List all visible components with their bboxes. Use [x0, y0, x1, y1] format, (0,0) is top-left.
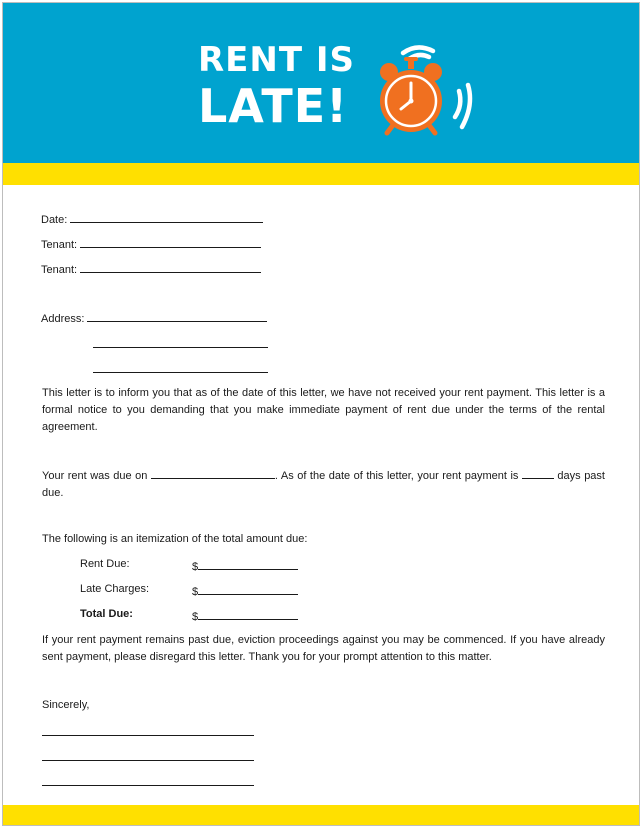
letter-page [2, 2, 640, 826]
tenant-blank-1[interactable] [80, 236, 261, 248]
title-line-1: RENT IS [198, 40, 356, 80]
address-blank-2[interactable] [93, 336, 268, 348]
itemization-intro: The following is an itemization of the total amount due: [42, 533, 308, 545]
signature-line-3[interactable] [42, 774, 254, 789]
due-text-2: . As of the date of this letter, your rent payment is [274, 470, 519, 482]
late-charges-blank[interactable] [198, 583, 298, 595]
closing-text: Sincerely, [42, 699, 90, 711]
date-label: Date: [41, 214, 68, 226]
rent-due-label: Rent Due: [80, 558, 130, 570]
tenant-field-1[interactable] [41, 236, 261, 251]
address-line-3[interactable] [93, 361, 268, 376]
total-due-blank[interactable] [198, 608, 298, 620]
days-blank[interactable] [522, 467, 554, 479]
tenant-field-2[interactable] [41, 261, 261, 276]
tenant-blank-2[interactable] [80, 261, 261, 273]
signature-blank-1[interactable] [42, 724, 254, 736]
tenant-label-1: Tenant: [41, 239, 78, 251]
date-blank[interactable] [70, 211, 263, 223]
intro-paragraph: This letter is to inform you that as of the date of this letter, we have not received your rent payment. This letter is a formal notice to you demanding that you make immediate payment of rent due under the terms of the rental agreement. [42, 387, 605, 433]
rent-due-blank[interactable] [198, 558, 298, 570]
late-charges-amount[interactable] [192, 583, 298, 598]
tenant-label-2: Tenant: [41, 264, 78, 276]
page-title [198, 40, 356, 133]
address-field[interactable] [41, 310, 267, 325]
accent-bar-bottom [3, 805, 639, 825]
address-label: Address: [41, 313, 85, 325]
signature-line-1[interactable] [42, 724, 254, 739]
date-field[interactable] [41, 211, 263, 226]
alarm-clock-icon [373, 39, 483, 139]
due-text-4: past due. [42, 470, 605, 499]
title-line-2: LATE! [198, 79, 349, 133]
total-due-amount[interactable] [192, 608, 298, 623]
signature-line-2[interactable] [42, 749, 254, 764]
rent-due-amount[interactable] [192, 558, 298, 573]
currency-symbol: $ [192, 611, 199, 623]
total-due-label: Total Due: [80, 608, 133, 620]
signature-blank-3[interactable] [42, 774, 254, 786]
due-paragraph [42, 467, 605, 502]
currency-symbol: $ [192, 561, 199, 573]
address-line-2[interactable] [93, 336, 268, 351]
address-blank-1[interactable] [87, 310, 267, 322]
late-charges-label: Late Charges: [80, 583, 150, 595]
due-date-blank[interactable] [151, 467, 275, 479]
warning-paragraph: If your rent payment remains past due, eviction proceedings against you may be commenced. If you have already sent payment, please disregard this letter. Thank you for your prompt attention to this matter. [42, 634, 605, 663]
address-blank-3[interactable] [93, 361, 268, 373]
due-text-3: days [557, 470, 581, 482]
due-text-1: Your rent was due on [42, 470, 148, 482]
header-banner [3, 3, 639, 163]
accent-bar-top [3, 163, 639, 185]
currency-symbol: $ [192, 586, 199, 598]
signature-blank-2[interactable] [42, 749, 254, 761]
